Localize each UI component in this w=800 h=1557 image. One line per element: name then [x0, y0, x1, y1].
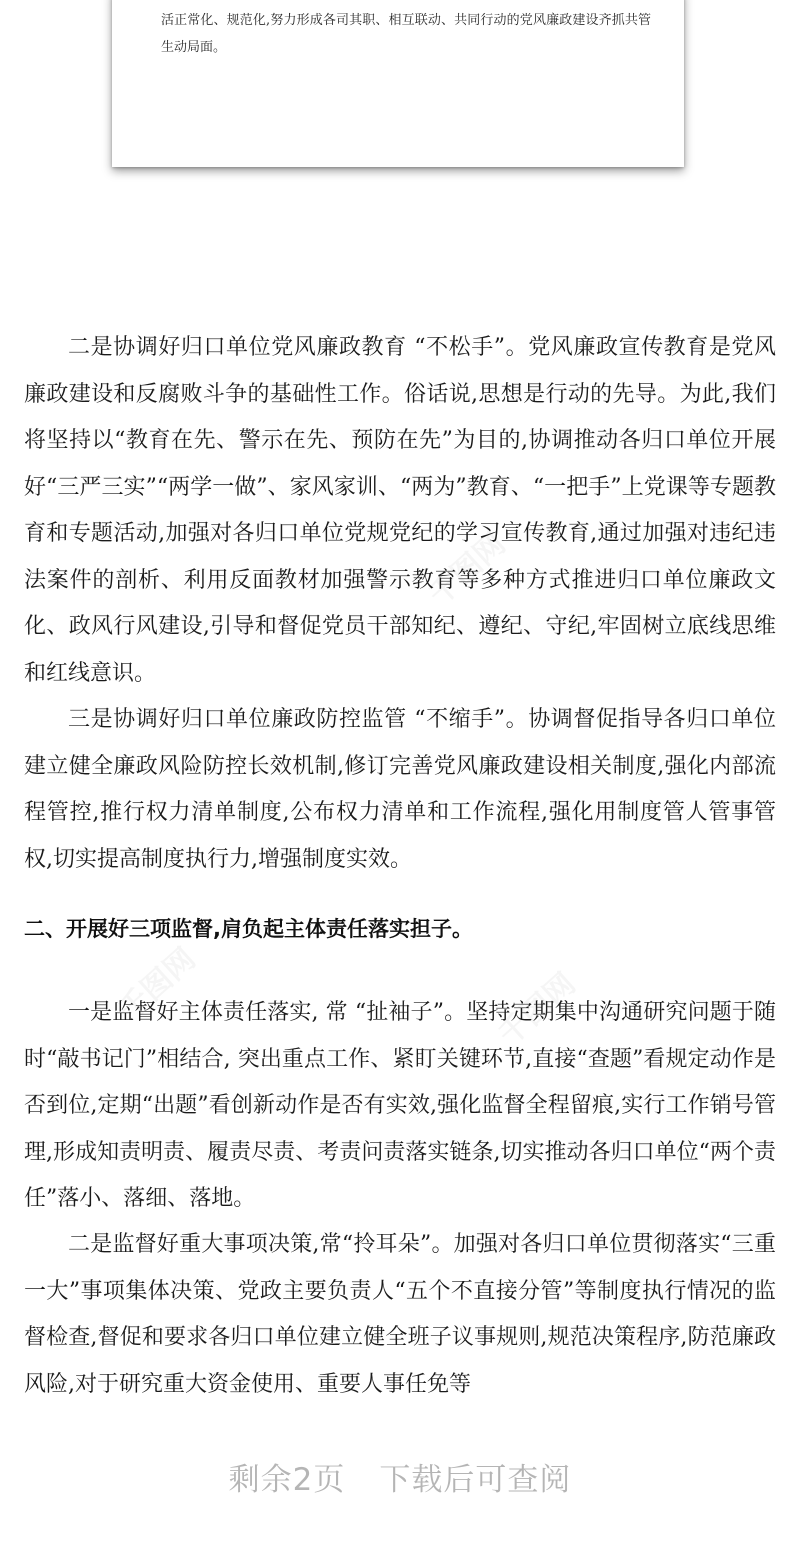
download-prompt[interactable]: [0, 1452, 800, 1508]
watermark: 千图网: [112, 941, 203, 1028]
download-to-view-text: 下载后可查阅: [379, 1462, 572, 1498]
paragraph-decision: 二是监督好重大事项决策,常“拎耳朵”。加强对各归口单位贯彻落实“三重一大”事项集体决策、党政主要负责人“五个不直接分管”等制度执行情况的监督检查,督促和要求各归口单位建立健全班子议事规则,规范决策程序,防范廉政风险,对于研究重大资金使用、重要人事任免等: [24, 1232, 776, 1397]
section-heading: 二、开展好三项监督,肩负起主体责任落实担子。: [24, 917, 473, 941]
paragraph-responsibility: 一是监督好主体责任落实, 常 “扯袖子”。坚持定期集中沟通研究问题于随时“敲书记门”相结合, 突出重点工作、紧盯关键环节,直接“查题”看规定动作是否到位,定期“出题”看创新动作是否有实效,强化监督全程留痕,实行工作销号管理,形成知责明责、履责尽责、考责问责落实链条,切实推动各归口单位“两个责任”落小、落细、落地。: [24, 1000, 776, 1211]
paragraph-education: 二是协调好归口单位党风廉政教育 “不松手”。党风廉政宣传教育是党风廉政建设和反腐败斗争的基础性工作。俗话说,思想是行动的先导。为此,我们将坚持以“教育在先、警示在先、预防在先”为目的,协调推动各归口单位开展好“三严三实”“两学一做”、家风家训、“两为”教育、“一把手”上党课等专题教育和专题活动,加强对各归口单位党规党纪的学习宣传教育,通过加强对违纪违法案件的剖析、利用反面教材加强警示教育等多种方式推进归口单位廉政文化、政风行风建设,引导和督促党员干部知纪、遵纪、守纪,牢固树立底线思维和红线意识。: [24, 335, 776, 686]
watermark: 千图网: [492, 966, 583, 1053]
paragraph-prevention: 三是协调好归口单位廉政防控监管 “不缩手”。协调督促指导各归口单位建立健全廉政风险防控长效机制,修订完善党风廉政建设相关制度,强化内部流程管控,推行权力清单制度,公布权力清单和工作流程,强化用制度管人管事管权,切实提高制度执行力,增强制度实效。: [24, 707, 776, 872]
remaining-pages-text: 剩余2页: [228, 1462, 346, 1498]
watermark: 千图网: [422, 526, 513, 613]
previous-page-card: [112, 0, 684, 167]
previous-page-text: 活正常化、规范化,努力形成各司其职、相互联动、共同行动的党风廉政建设齐抓共管生动局面。: [161, 13, 651, 55]
